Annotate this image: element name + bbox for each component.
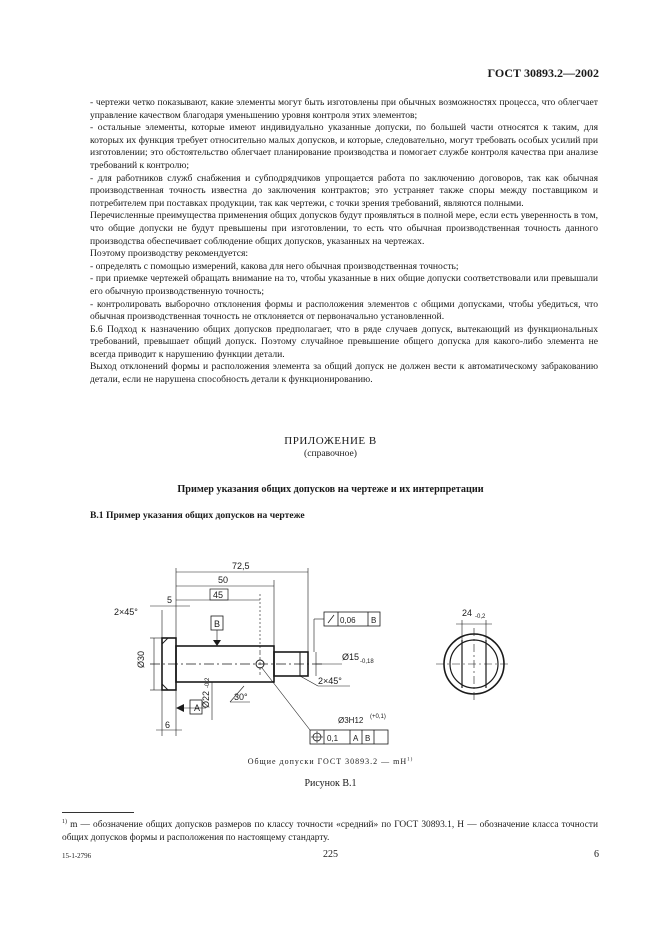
dim-diameter-22-tol: -0,2 [205,677,211,688]
standard-header: ГОСТ 30893.2—2002 [487,66,599,80]
paragraph: - остальные элементы, которые имеют индивидуально указанные допуски, по большей части относятся к таким, для которых их функция требует относительно малых допусков, и которые, следовательно, могут требовать особых усилий при изготовлении; это обстоятельство облегчает планирование производства и помогает службе контроля качества при анализе требований к контролю; [90,122,598,171]
hole-spec: Ø3H12 [338,716,364,725]
paragraph: - контролировать выборочно отклонения формы и расположения элементов с общими допусками, чтобы убедиться, что обычная производственная точность не отклоняется от первоначально установленной. [90,298,598,323]
dim-flat-24-tol: -0,2 [475,614,486,620]
figure-caption: Рисунок В.1 [304,778,357,789]
technical-drawing [110,560,510,750]
fcf-position-value: 0,1 [327,734,339,743]
paragraph: - для работников служб снабжения и субподрядчиков упрощается работа по заключению договоров, так как обычная производственная точность известна до заключения контрактов; это устраняет также споры между поставщиком и потребителем при поставках продукции, так как чертежи, с точки зрения требований, являются полными. [90,172,598,209]
dim-angle-30: 30° [234,692,248,702]
footer-right-number: 6 [594,849,599,860]
paragraph: Б.6 Подход к назначению общих допусков предполагает, что в ряде случаев допуск, вытекающий из функциональных требований, превышает общий допуск. Поэтому случайное превышение общего допуска для какого-либо элемента не всегда приводит к нарушению функции детали. [90,323,598,360]
appendix-title: ПРИЛОЖЕНИЕ В [284,435,377,447]
datum-b-label: B [214,619,221,629]
hole-tol: (+0,1) [370,714,386,720]
fcf-runout-value: 0,06 [340,616,356,625]
dim-length-50: 50 [218,575,229,585]
paragraph: - чертежи четко показывают, какие элементы могут быть изготовлены при обычных возможностях процесса, что облегчает управление качеством благодаря уменьшению уровня контроля этих элементов; [90,97,598,121]
dim-diameter-15-tol: -0,18 [360,659,374,665]
paragraph: Перечисленные преимущества применения общих допусков будут проявляться в полной мере, если есть уверенность в том, что общие допуски не будут превышены при изготовлении, то есть что обычная производственная точность данного производства обеспечивает соблюдение общих допусков, указанных на чертежах. [90,210,598,247]
fcf-position-datum-b: B [365,734,371,743]
appendix-subtitle: (справочное) [304,448,357,459]
dim-flange-5: 5 [167,595,173,605]
body-text [90,97,598,387]
footer-print-code: 15-1-2796 [62,852,92,860]
dim-total-length: 72,5 [232,561,250,571]
figure-note-sup: 1) [407,757,414,763]
datum-a-label: A [194,703,201,713]
dim-diameter-15: Ø15 [342,652,360,662]
footnote-mark: 1) [62,819,67,825]
footnote [62,816,598,844]
dim-flat-24: 24 [462,608,473,618]
dim-diameter-30: Ø30 [136,650,146,668]
dim-length-45: 45 [213,590,224,600]
footnote-divider [62,812,134,813]
section-title: Пример указания общих допусков на чертеже и их интерпретации [177,484,484,495]
paragraph: - при приемке чертежей обращать внимание на то, чтобы указанные в них общие допуски соответствовали или превышали его обычную производственную точность; [90,273,598,297]
paragraph: Выход отклонений формы и расположения элемента за общий допуск не должен вести к автоматическому забракованию детали, если не нарушена способность детали к функционированию. [90,361,598,386]
dim-chamfer-right: 2×45° [318,676,342,686]
footnote-text: m — обозначение общих допусков размеров по классу точности «средний» по ГОСТ 30893.1, H — обозначение класса точности общих допусков формы и расположения по настоящему стандарту. [62,820,598,843]
paragraph: - определять с помощью измерений, какова для него обычная производственная точность; [90,260,459,272]
fcf-position-datum-a: A [353,734,359,743]
fcf-runout-datum: B [371,616,377,625]
figure-note-text: Общие допуски ГОСТ 30893.2 — mH [247,757,408,766]
page-number: 225 [323,849,338,860]
dim-chamfer-left: 2×45° [114,607,138,617]
subsection-title: В.1 Пример указания общих допусков на чертеже [90,510,305,521]
figure-general-tolerance-note [0,757,661,766]
dim-diameter-22: Ø22 [201,690,211,708]
paragraph: Поэтому производству рекомендуется: [90,248,249,260]
dim-6: 6 [165,720,171,730]
